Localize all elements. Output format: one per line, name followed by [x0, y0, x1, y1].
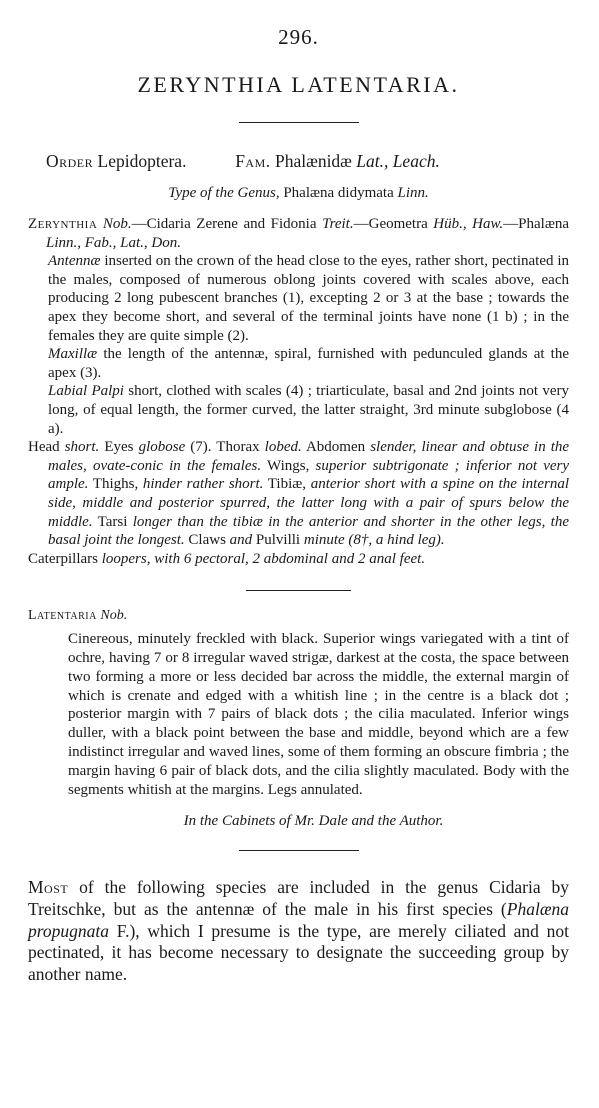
type-of-genus-line [28, 185, 569, 202]
palpi-text: short, clothed with scales (4) ; triarticulate, basal and 2nd joints not very long, of equal length, the former curved, the latter straight, 3rd minute subglobose (4 a). [48, 383, 569, 437]
cabinet-note: In the Cabinets of Mr. Dale and the Author. [183, 813, 444, 830]
genus-synonymy [28, 215, 569, 252]
synonymy-auth-3: Linn., Fab., Lat., Don. [46, 234, 182, 251]
species-description: Cinereous, minutely freckled with black. Superior wings variegated with a tint of ochre, having 7 or 8 irregular waved strigæ, darkest at the costa, the space between two forming a more or less decided bar across the middle, the external margin of which is crenate and edged with a whitish line ; in the centre is a black dot ; posterior margin with 7 pairs of black dots ; the cilia maculated. Inferior wings duller, with a black point between the base and middle, beyond which are a few indistinct irregular and waved lines, some of them forming an obscure fimbria ; the margin having 6 pair of black dots, and the cilia slightly maculated. Body with the segments whitish at the margins. Legs annulated. [68, 631, 569, 798]
maxillae-term: Maxillæ [48, 346, 98, 363]
synonymy-auth-2: Hüb., Haw. [433, 216, 504, 232]
title-divider [239, 122, 359, 123]
synonymy-auth-1: Treit. [322, 216, 354, 232]
synonymy-text-1: —Cidaria Zerene and Fidonia [131, 216, 317, 232]
family-authority: Lat., Leach. [356, 151, 440, 171]
thorax-desc: lobed. [264, 439, 302, 456]
genus-nob: Nob. [102, 216, 132, 232]
thighs-label: Thighs, [92, 476, 139, 493]
antennae-paragraph [28, 252, 569, 345]
maxillae-paragraph [28, 345, 569, 382]
abdomen-label: Abdomen [305, 439, 366, 456]
closing-species: Phalæna propugnata [28, 899, 569, 941]
species-heading [28, 608, 569, 624]
maxillae-text: the length of the antennæ, spiral, furnished with pedunculed glands at the apex (3). [48, 346, 569, 381]
genus-description [28, 215, 569, 438]
wings-desc: superior subtrigonate ; inferior not very ample. [48, 457, 570, 493]
order-value: Lepidoptera. [97, 151, 187, 171]
head-label: Head [28, 439, 60, 456]
tarsi-label: Tarsi [97, 513, 128, 530]
palpi-paragraph [28, 382, 569, 438]
type-species: Phalæna didymata [283, 185, 394, 201]
caterpillars-label: Caterpillars [28, 550, 98, 567]
page-number: 296. [278, 25, 319, 49]
closing-text-2: ), which I presume is the type, are merely ciliated and not pectinated, it has become necessary to designate the succeeding group by another name. [28, 920, 570, 984]
thorax-label: Thorax [216, 439, 260, 456]
closing-species-auth: F. [116, 920, 130, 941]
antennae-text: inserted on the crown of the head close to the eyes, rather short, pectinated in the males, composed of numerous oblong joints covered with scales above, each producing 2 long pubescent branches (1), excepting 2 or 3 at the base ; towards the apex they become short, and several of the terminal joints have none (1 b) ; in the females they are quite simple (2). [48, 253, 570, 344]
family-value: Phalænidæ [275, 151, 352, 171]
antennae-term: Antennæ [48, 253, 101, 270]
head-desc: short. [64, 439, 100, 456]
caterpillars-line [28, 550, 569, 569]
type-authority: Linn. [397, 185, 429, 201]
genus-name: Zerynthia [28, 216, 98, 232]
classification-line [28, 151, 569, 172]
section-divider [246, 590, 351, 591]
synonymy-text-2: —Geometra [353, 216, 428, 232]
claws-and: and [229, 532, 253, 549]
tibiae-desc: anterior short with a spine on the internal side, middle and posterior spurred, the latter long with a pair of spurs below the middle. [48, 476, 570, 530]
closing-text-1: of the following species are included in the genus Cidaria by Treitschke, but as the antennæ of the male in his first species ( [28, 877, 569, 920]
caterpillars-desc: loopers, with 6 pectoral, 2 abdominal and 2 anal feet. [101, 550, 426, 567]
closing-lead: Most [28, 877, 69, 898]
eyes-label: Eyes [104, 439, 134, 456]
species-nob: Nob. [100, 608, 128, 624]
tarsi-desc: longer than the tibiæ in the anterior and shorter in the other legs, the basal joint the longest. [48, 513, 570, 549]
pulvilli-label: Pulvilli [255, 532, 301, 549]
generic-characters [28, 438, 569, 550]
thighs-desc: hinder rather short. [142, 476, 264, 493]
closing-paragraph [28, 877, 569, 985]
closing-divider [239, 850, 359, 851]
abdomen-desc: slender, linear and obtuse in the males, ovate-conic in the females. [48, 439, 570, 474]
type-label: Type of the Genus, [168, 185, 280, 201]
species-name: Latentaria [28, 608, 97, 624]
eyes-desc: globose [138, 439, 186, 456]
page-title: ZERYNTHIA LATENTARIA. [137, 72, 460, 97]
palpi-term: Labial Palpi [48, 383, 124, 400]
eyes-ref: (7). [190, 439, 212, 456]
wings-label: Wings, [267, 457, 310, 474]
synonymy-text-3: —Phalæna [503, 216, 569, 232]
claws-label: Claws [188, 532, 226, 549]
pulvilli-desc: minute (8†, a hind leg). [303, 532, 445, 549]
family-label: Fam. [235, 151, 271, 171]
order-label: Order [46, 151, 94, 171]
tibiae-label: Tibiæ, [267, 476, 307, 493]
